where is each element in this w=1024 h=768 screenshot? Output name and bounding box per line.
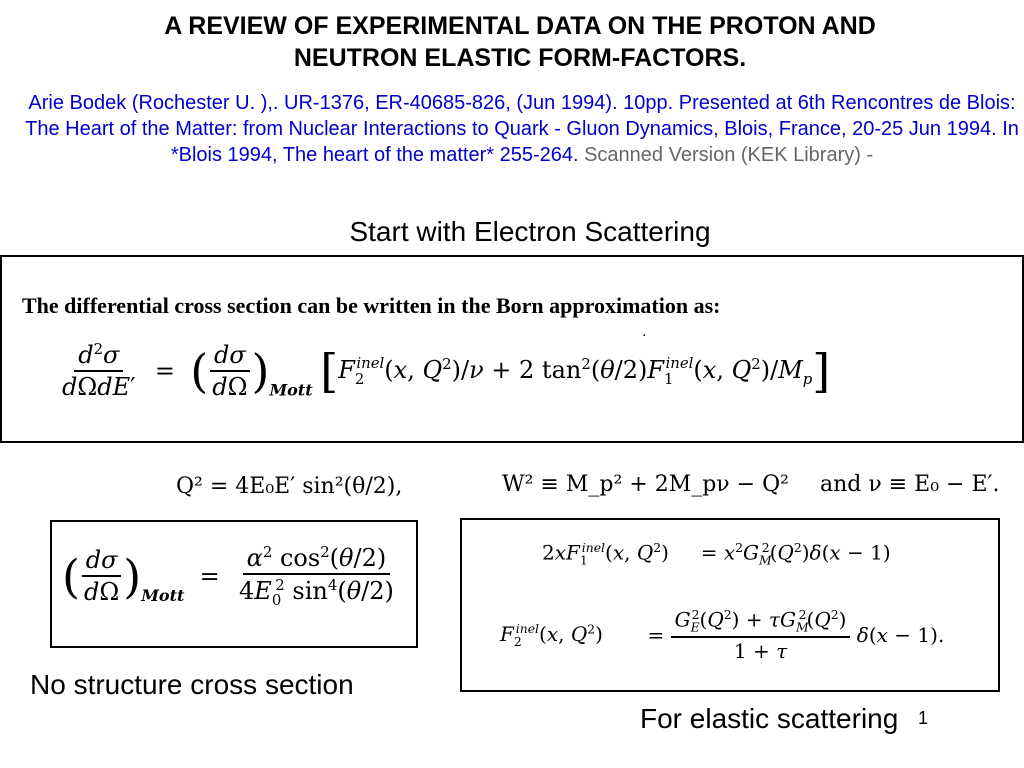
scanned-version-link[interactable]: Scanned Version (KEK Library) - [584, 144, 874, 166]
w2-definition: W² ≡ M_p² + 2M_pν − Q² [502, 472, 789, 497]
elastic-caption: For elastic scattering [640, 703, 899, 734]
title-line-1: A REVIEW OF EXPERIMENTAL DATA ON THE PROTON AND [164, 12, 876, 40]
page-number: 1 [918, 708, 929, 728]
q2-definition: Q² = 4E₀E′ sin²(θ/2), [176, 474, 403, 499]
stray-dot: . [642, 323, 647, 340]
title-line-2: NEUTRON ELASTIC FORM-FACTORS. [293, 44, 747, 72]
mott-formula-box [50, 520, 418, 648]
born-sentence: The differential cross section can be written in the Born approximation as: [22, 293, 721, 318]
mott-formula: ( $\frac{d\sigma}{d\Omega}$ )$_{Mott}$ = $\frac{\alpha^2 \cos^2(\theta/2)}{4E_0^2 \sin^4(\theta/2)}$ [62, 543, 394, 610]
f1-elastic-formula: $2xF_1^{inel}(x$, $Q^2$) = $x^2G_M^2(Q^2)\delta(x - 1)$ [542, 540, 891, 568]
citation [20, 90, 1024, 168]
subheading: Start with Electron Scattering [349, 216, 711, 247]
elastic-structure-box [460, 518, 1000, 692]
slide-title [20, 10, 1020, 74]
mott-caption: No structure cross section [30, 669, 354, 700]
f2-elastic-formula: $F_2^{inel}(x$, $Q^2$) = $\frac{G_E^2(Q^2) + \tau G_M^2(Q^2)}{1 + \tau}$ δ(x − 1). [500, 607, 945, 664]
cross-section-formula: $\frac{d^2\sigma}{\text{dΩdE′}}$ = ( $\frac{d\sigma}{d\Omega}$ )$_{Mott}$ [$F_2^{inel}(x$, $Q^2)/\nu + 2$ $\tan^2(\theta/2)F_1^{inel}(x$, $Q^2)/M_p$] [62, 340, 831, 402]
nu-definition: and ν ≡ E₀ − E′. [820, 472, 1000, 497]
citation-link[interactable]: Arie Bodek (Rochester U. ),. UR-1376, ER-40685-826, (Jun 1994). 10pp. Presented at 6th Rencontres de Blois: The Heart of the Matter: from Nuclear Interactions to Quark - Gluon Dynamics, Blois, France, 20-25 Jun 1994. In *Blois 1994, The heart of the matter* 255-264. [25, 92, 1019, 166]
born-approximation-box [0, 255, 1024, 443]
